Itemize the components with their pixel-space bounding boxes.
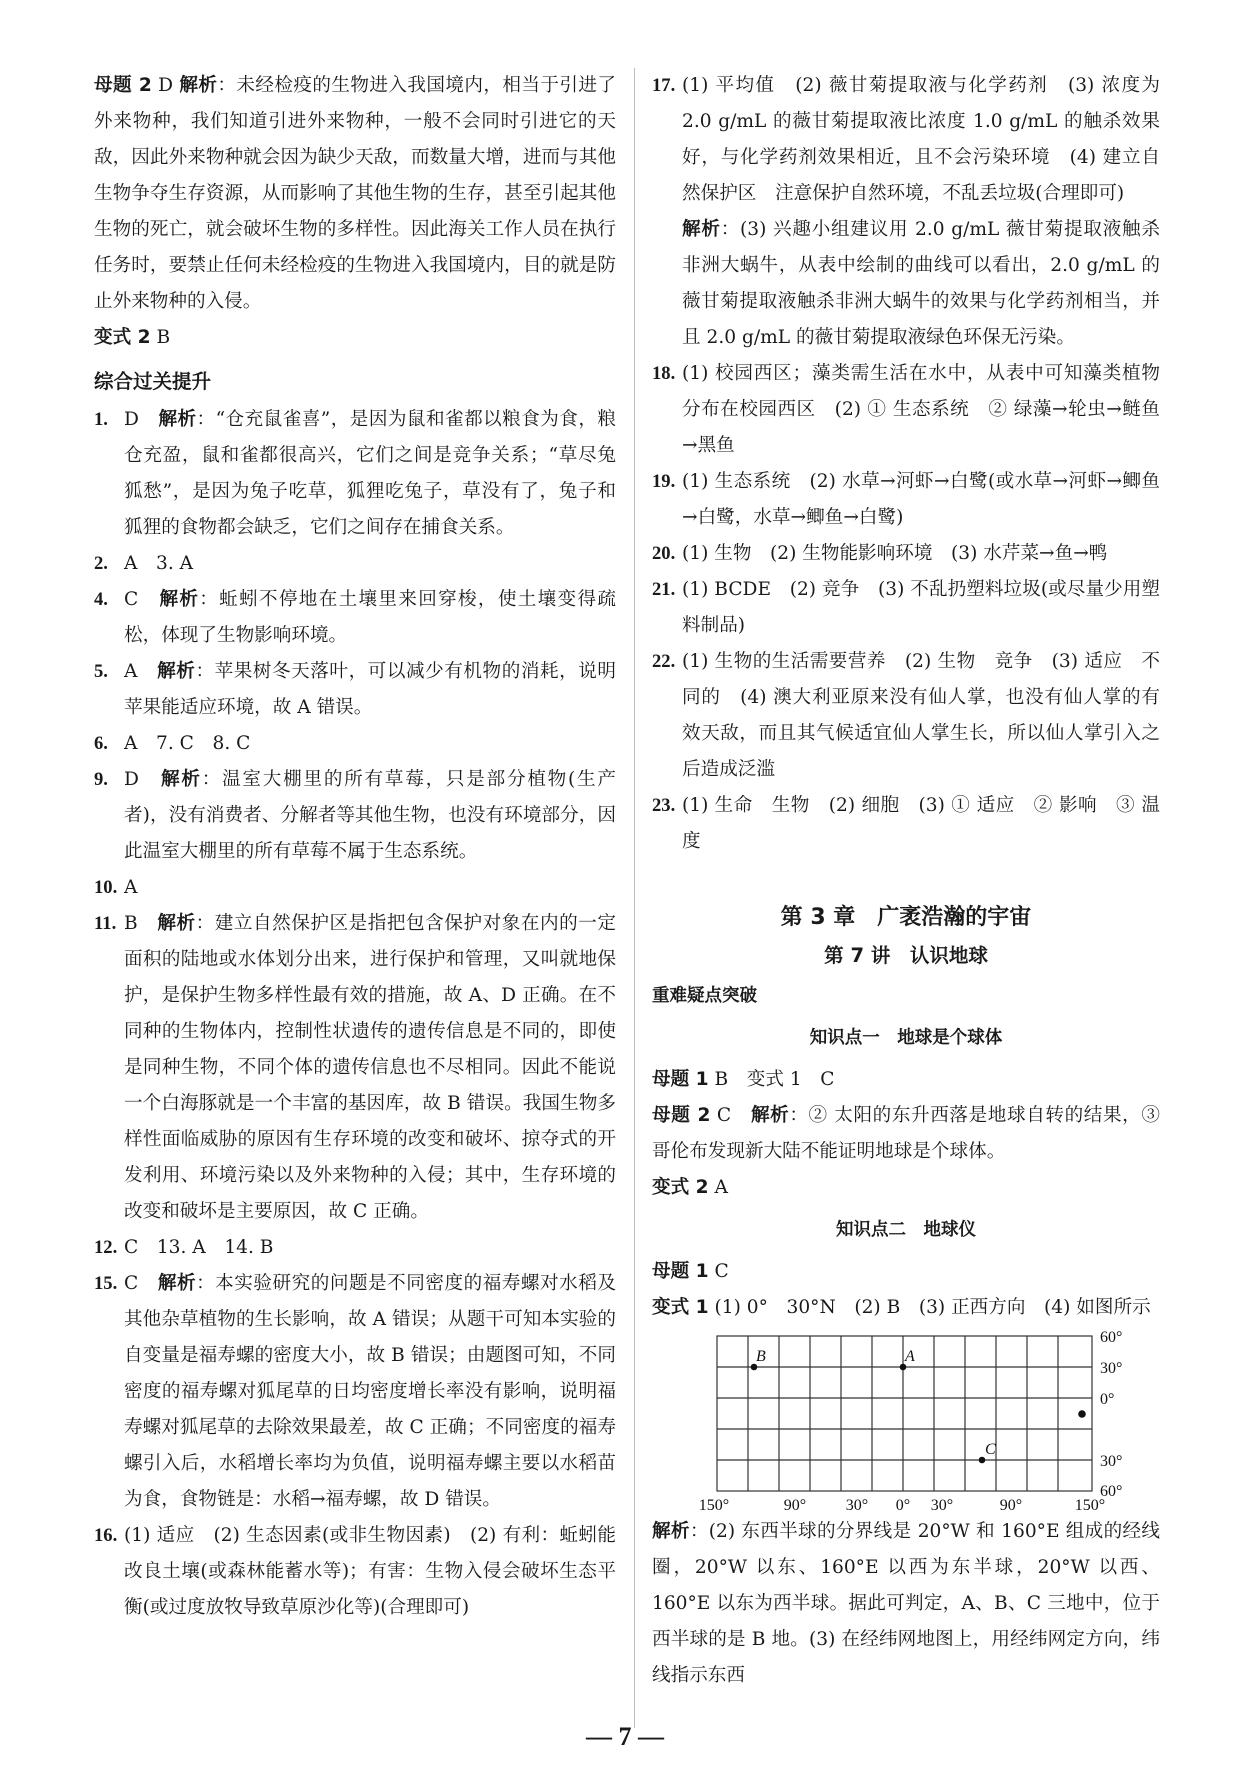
lat-label: 30° xyxy=(1100,1453,1123,1470)
answer-item: 母题 1 B 变式 1 C xyxy=(652,1069,835,1090)
lon-label: 150° xyxy=(1074,1497,1106,1514)
answer-item: 9. D 解析：温室大棚里的所有草莓，只是部分植物(生产者)，没有消费者、分解者等其他生物，也没有环境部分，因此温室大棚里的所有草莓不属于生态系统。 xyxy=(94,769,616,862)
answer-item: 6. A 7. C 8. C xyxy=(94,733,251,754)
page-number: — 7 — xyxy=(586,1722,664,1751)
answer-item: 母题 1 C xyxy=(652,1261,729,1282)
answer-item: 10. A xyxy=(94,877,138,898)
subsection-title: 重难疑点突破 xyxy=(652,986,757,1006)
answer-item: 变式 1 (1) 0° 30°N (2) B (3) 正西方向 (4) 如图所示 xyxy=(652,1297,1151,1318)
lecture-title: 第 7 讲 认识地球 xyxy=(824,944,988,967)
answer-item: 母题 2 C 解析：② 太阳的东升西落是地球自转的结果，③ 哥伦布发现新大陆不能证明地球是个球体。 xyxy=(652,1105,1160,1162)
answer-item: 变式 2 A xyxy=(652,1177,728,1198)
section-title: 综合过关提升 xyxy=(94,370,212,393)
lat-label: 0° xyxy=(1100,1391,1115,1408)
lon-label: 150° xyxy=(698,1497,730,1514)
answer-item: 变式 2 B xyxy=(94,327,171,348)
answer-item: 23. (1) 生命 生物 (2) 细胞 (3) ① 适应 ② 影响 ③ 温度 xyxy=(652,795,1160,852)
column-divider xyxy=(634,68,635,1728)
point-a-label: A xyxy=(905,1348,915,1365)
answer-item: 母题 2 D 解析：未经检疫的生物进入我国境内，相当于引进了外来物种，我们知道引进外来物种，一般不会同时引进它的天敌，因此外来物种就会因为缺少天敌，而数量大增，进而与其他生物争夺生存资源，从而影响了其他生物的生存，甚至引起其他生物的死亡，就会破坏生物的多样性。因此海关工作人员在执行任务时，要禁止任何未经检疫的生物进入我国境内，目的就是防止外来物种的入侵。 xyxy=(94,75,616,312)
answer-item: 15. C 解析：本实验研究的问题是不同密度的福寿螺对水稻及其他杂草植物的生长影响，故 A 错误；从题干可知本实验的自变量是福寿螺的密度大小，故 B 错误；由题图可知，不同密度的福寿螺对狐尾草的日均密度增长率没有影响，说明福寿螺对狐尾草的去除效果最差，故 C 正确；不同密度的福寿螺引入后，水稻增长率均为负值，说明福寿螺主要以水稻苗为食，食物链是：水稻→福寿螺，故 D 错误。 xyxy=(94,1273,616,1510)
left-column xyxy=(94,68,616,1626)
plotted-point-dot xyxy=(1078,1410,1086,1418)
answer-item: 1. D 解析：“仓充鼠雀喜”，是因为鼠和雀都以粮食为食，粮仓充盈，鼠和雀都很高兴，它们之间是竞争关系；“草尽兔狐愁”，是因为兔子吃草，狐狸吃兔子，草没有了，兔子和狐狸的食物都会缺乏，它们之间存在捕食关系。 xyxy=(94,409,616,538)
answer-item: 5. A 解析：苹果树冬天落叶，可以减少有机物的消耗，说明苹果能适应环境，故 A 错误。 xyxy=(94,661,616,718)
lat-label: 60° xyxy=(1100,1329,1123,1346)
chapter-title: 第 3 章 广袤浩瀚的宇宙 xyxy=(780,905,1032,930)
answer-item: 16. (1) 适应 (2) 生态因素(或非生物因素) (2) 有利：蚯蚓能改良土壤(或森林能蓄水等)；有害：生物入侵会破坏生态平衡(或过度放牧导致草原沙化等)(合理即可) xyxy=(94,1525,616,1618)
lat-label: 60° xyxy=(1100,1483,1123,1500)
answer-item: 22. (1) 生物的生活需要营养 (2) 生物 竞争 (3) 适应 不同的 (4) 澳大利亚原来没有仙人掌，也没有仙人掌的有效天敌，而且其气候适宜仙人掌生长，所以仙人掌引入之后造成泛滥 xyxy=(652,651,1160,780)
answer-item: 21. (1) BCDE (2) 竞争 (3) 不乱扔塑料垃圾(或尽量少用塑料制品) xyxy=(652,579,1160,636)
lon-label: 30° xyxy=(845,1497,869,1514)
point-b-label: B xyxy=(756,1348,766,1365)
point-c-label: C xyxy=(985,1441,996,1458)
lon-label: 30° xyxy=(930,1497,954,1514)
answer-item: 4. C 解析：蚯蚓不停地在土壤里来回穿梭，使土壤变得疏松，体现了生物影响环境。 xyxy=(94,589,616,646)
lon-label: 90° xyxy=(999,1497,1023,1514)
right-column xyxy=(652,68,1160,1694)
analysis-note: 解析：(2) 东西半球的分界线是 20°W 和 160°E 组成的经线圈，20°W 以东、160°E 以西为东半球，20°W 以西、160°E 以东为西半球。据此可判定，A、B、C 三地中，位于西半球的是 B 地。(3) 在经纬网地图上，用经纬网定方向，纬线指示东西 xyxy=(652,1521,1160,1686)
lon-label: 90° xyxy=(783,1497,807,1514)
grid-svg xyxy=(652,1328,1160,1514)
analysis-note: 解析：(3) 兴趣小组建议用 2.0 g/mL 薇甘菊提取液触杀非洲大蜗牛，从表中绘制的曲线可以看出，2.0 g/mL 的薇甘菊提取液触杀非洲大蜗牛的效果与化学药剂相当，并且 2.0 g/mL 的薇甘菊提取液绿色环保无污染。 xyxy=(682,219,1160,348)
answer-item: 2. A 3. A xyxy=(94,553,194,574)
knowledge-point-title: 知识点一 地球是个球体 xyxy=(809,1028,1003,1048)
answer-item: 17. (1) 平均值 (2) 薇甘菊提取液与化学药剂 (3) 浓度为 2.0 g/mL 的薇甘菊提取液比浓度 1.0 g/mL 的触杀效果好，与化学药剂效果相近，且不会污染环境 (4) 建立自然保护区 注意保护自然环境，不乱丢垃圾(合理即可) xyxy=(652,75,1160,204)
answer-item: 11. B 解析：建立自然保护区是指把包含保护对象在内的一定面积的陆地或水体划分出来，进行保护和管理，又叫就地保护，是保护生物多样性最有效的措施，故 A、D 正确。在不同种的生物体内，控制性状遗传的遗传信息是不同的，即使是同种生物，不同个体的遗传信息也不尽相同。因此不能说一个白海豚就是一个丰富的基因库，故 B 错误。我国生物多样性面临威胁的原因有生存环境的改变和破坏、掠夺式的开发利用、环境污染以及外来物种的入侵；其中，生存环境的改变和破坏是主要原因，故 C 正确。 xyxy=(94,913,616,1222)
answer-item: 19. (1) 生态系统 (2) 水草→河虾→白鹭(或水草→河虾→鲫鱼→白鹭，水草→鲫鱼→白鹭) xyxy=(652,471,1160,528)
answer-item: 20. (1) 生物 (2) 生物能影响环境 (3) 水芹菜→鱼→鸭 xyxy=(652,543,1108,564)
lon-label: 0° xyxy=(895,1497,911,1514)
answer-item: 12. C 13. A 14. B xyxy=(94,1237,274,1258)
lat-lon-grid-figure xyxy=(652,1328,1160,1514)
knowledge-point-title: 知识点二 地球仪 xyxy=(836,1220,976,1240)
answer-item: 18. (1) 校园西区；藻类需生活在水中，从表中可知藻类植物分布在校园西区 (2) ① 生态系统 ② 绿藻→轮虫→鲢鱼→黑鱼 xyxy=(652,363,1160,456)
lat-label: 30° xyxy=(1100,1360,1123,1377)
